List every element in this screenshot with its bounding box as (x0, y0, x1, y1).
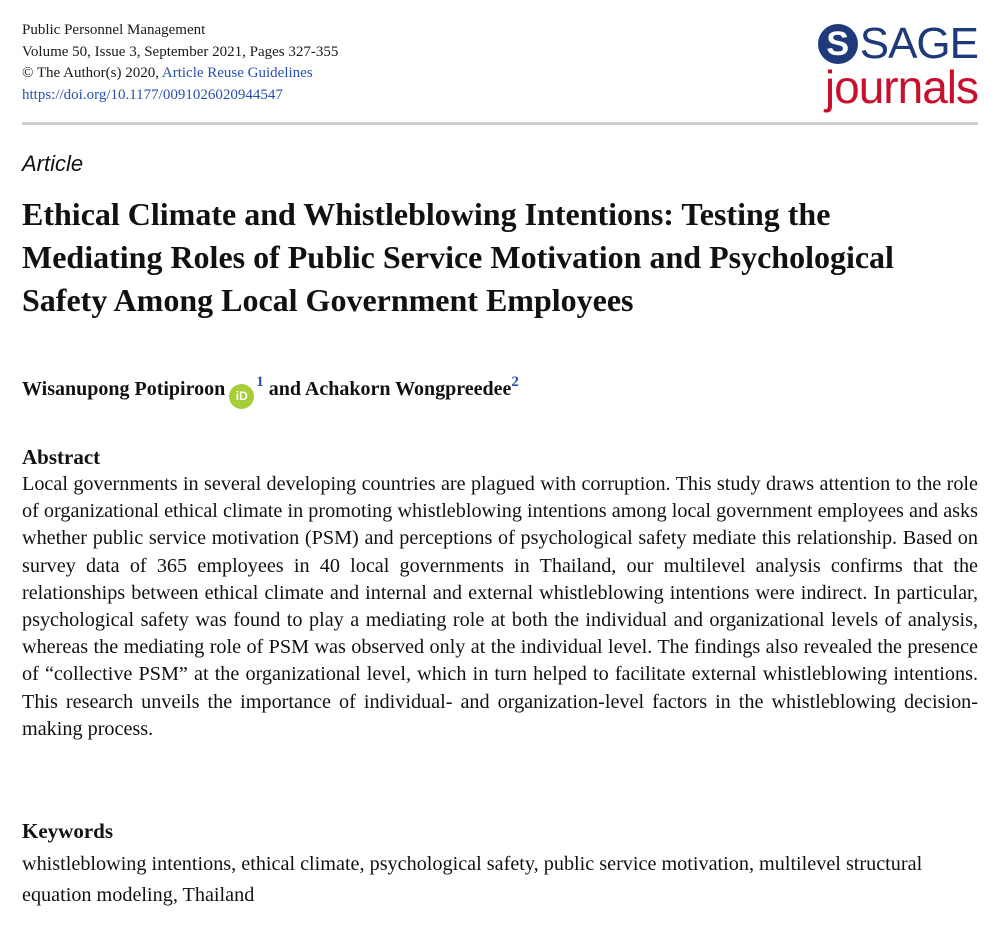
article-reuse-guidelines-link[interactable]: Article Reuse Guidelines (161, 65, 313, 81)
logo-sage-wordmark: SAGE (859, 19, 978, 68)
article-type-label: Article (22, 151, 84, 176)
header-divider (22, 122, 978, 125)
volume-issue-pages: Volume 50, Issue 3, September 2021, Pages 327-355 (22, 43, 339, 60)
abstract-text: Local governments in several developing countries are plagued with corruption. This study draws attention to the role of organizational ethical climate in promoting whistleblowing intentions among local government employees and asks whether public service motivation (PSM) and perceptions of psychological safety mediate this relationship. Based on survey data of 365 employees in 40 local governments in Thailand, our multilevel analysis confirms that the relationships between ethical climate and internal and external whistleblowing intentions were indirect. In particular, psychological safety was found to play a mediating role at both the individual and organizational levels of analysis, whereas the mediating role of PSM was observed only at the individual level. The findings also revealed the presence of “collective PSM” at the organizational level, which in turn helped to facilitate external whistleblowing intentions. This research unveils the importance of individual- and organization-level factors in the whistleblowing decision-making process. (22, 473, 978, 740)
sage-s-emblem-icon: S (818, 24, 858, 64)
copyright-text: © The Author(s) 2020, (22, 65, 162, 81)
abstract-heading: Abstract (22, 445, 101, 469)
keywords-heading: Keywords (22, 819, 113, 843)
affiliation-marker[interactable]: 1 (256, 374, 264, 390)
orcid-icon[interactable]: iD (229, 384, 254, 409)
author-list (22, 368, 519, 409)
affiliation-marker[interactable]: 2 (511, 374, 519, 390)
publication-meta (22, 20, 338, 106)
journal-name: Public Personnel Management (22, 22, 206, 38)
doi-link[interactable]: https://doi.org/10.1177/0091026020944547 (22, 86, 283, 103)
author-name[interactable]: and Achakorn Wongpreedee (263, 378, 512, 400)
sage-journals-logo (818, 19, 978, 114)
logo-journals-wordmark: journals (824, 61, 978, 113)
keywords-list: whistleblowing intentions, ethical climate, psychological safety, public service motivation, multilevel structural equation modeling, Thailand (22, 853, 923, 906)
author-name[interactable]: Wisanupong Potipiroon (22, 378, 226, 400)
article-title: Ethical Climate and Whistleblowing Intentions: Testing the Mediating Roles of Public Service Motivation and Psychological Safety Among Local Government Employees (22, 196, 894, 318)
copyright-line (22, 63, 338, 85)
